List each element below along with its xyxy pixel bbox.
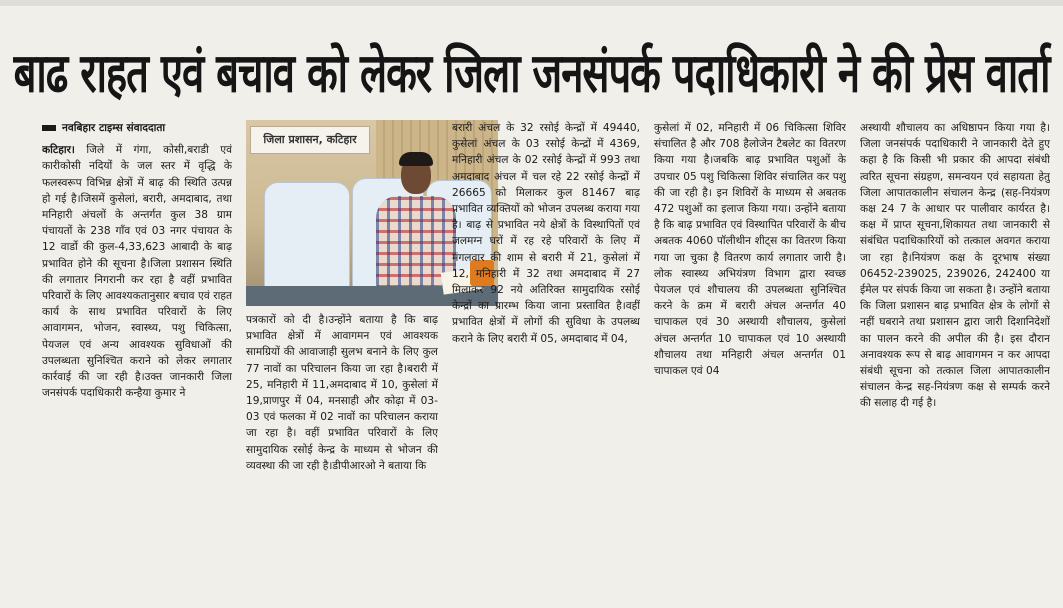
column-4-body: कुसेलां में 02, मनिहारी में 06 चिकित्सा शिविर संचालित है और 708 हैलोजेन टैबलेट का वितरण किया गया है।जबकि बाढ़ प्रभावित पशुओं के उपचार 05 पशु चिकित्सा शिविर संचालित कर पशु की जा रही है। इन शिविरों के माध्यम से अबतक 472 पशुओं का इलाज किया गया। उन्होंने बताया है कि बाढ़ प्रभावित एवं विस्थापित परिवारों के बीच अबतक 4060 पॉलीथीन शीट्स का वितरण किया गया जा चुका है वितरण कार्य लगातार जारी है। लोक स्वास्थ्य अभियंत्रण विभाग द्वारा स्वच्छ पेयजल एवं शौचालय की उपलब्धता सुनिश्चित करने के क्रम में बरारी अंचल अन्तर्गत 40 चापाकल एवं 30 अस्थायी शौचालय, कुसेलां अंचल अन्तर्गत 10 चापाकल एवं 10 अस्थायी शौचालय तथा मनिहारी अंचल अन्तर्गत 01 चापाकल एवं 04 [654, 122, 846, 378]
photo-person-hair [399, 152, 433, 166]
column-3-body: बरारी अंचल के 32 रसोई केन्द्रों में 49440, कुसेलां अंचल के 03 रसोई केन्द्रों में 4369, मनिहारी अंचल के 02 रसोई केन्द्रों में 993 तथा अमदाबाद अंचल में चल रहे 22 रसोई केन्द्रों में 26665 को मिलाकर कुल 81467 बाढ़ प्रभावित व्यक्तियों को भोजन उपलब्ध कराया गया है। बाढ़ से प्रभावित नये क्षेत्रों के विस्थापितों एवं जलमग्न घरों में रह रहे परिवारों के लिए में मंगलवार की शाम से बरारी में 21, कुसेलां में 12, मनिहारी में 32 तथा अमदाबाद में 27 मिलाकर 92 नये अतिरिक्त सामुदायिक रसोई केन्द्रों का प्रारम्भ किया जाना प्रस्तावित है।वहीं प्रभावित क्षेत्रों में लोगों की सुविधा के उपलब्ध कराने के लिए बरारी में 05, अमदाबाद में 04, [452, 122, 640, 345]
column-1-body: जिले में गंगा, कोसी,बराडी एवं कारीकोसी नदियों के जल स्तर में वृद्धि के फलस्वरूप विभिन्न क्षेत्रों में बाढ़ की स्थिति उत्पन्न हो गई है।जिसमें कुसेलां, बरारी, अमदाबाद, तथा मनिहारी अंचलों के अन्तर्गत कुल 38 ग्राम पंचायतों के 238 गाँव एवं 03 नगर पंचायत के 12 वार्डो की कुल-4,33,623 आबादी के बाढ़ प्रभावित होने की सूचना है।जिला प्रशासन स्थिति की लगातार निगरानी कर रहा है वहीं प्रभावित परिवारों के लिए आवश्यकतानुसार बचाव एवं राहत कार्य के साथ प्रभावित परिवारों के लिए आवागमन, भोजन, स्वास्थ्य, पशु चिकित्सा, पेयजल एवं अन्य आवश्यक सुविधाओं की उपलब्धता सुनिश्चित कराने को लेकर लगातार कार्रवाई की जा रही है।उक्त जानकारी जिला जनसंपर्क पदाधिकारी कन्हैया कुमार ने [42, 144, 232, 400]
column-5-body: अस्थायी शौचालय का अधिष्ठापन किया गया है।जिला जनसंपर्क पदाधिकारी ने जानकारी देते हुए कहा है कि किसी भी प्रकार की आपदा संबंधी त्वरित सूचना संग्रहण, समन्वयन एवं सहायता हेतु जिला आपातकालीन संचालन केन्द्र (सह-नियंत्रण कक्ष 24 7 के आधार पर पालीवार कार्यरत है। कक्ष में प्राप्त सूचना,शिकायत तथा जानकारी से संबंधित पदाधिकारियों को तत्काल अवगत कराया जा रहा है।नियंत्रण कक्ष के दूरभाष संख्या 06452-239025, 239026, 242400 या ईमेल पर संपर्क किया जा सकता है। उन्होंने बताया कि जिला प्रशासन बाढ़ प्रभावित क्षेत्र के लोगों से नहीं घबराने तथा प्रशासन द्वारा जारी दिशानिदेशों का पालन करने की अपील की है। इस दौरान अनावश्यक रूप से बाढ़ आवागमन न कर आपदा संबंधी सूचना को तत्काल जिला आपातकालीन संचालन केन्द्र सह-नियंत्रण कक्ष से सम्पर्क करने की सलाह दी गई है। [860, 122, 1050, 410]
column-2-body: पत्रकारों को दी है।उन्होंने बताया है कि बाढ़ प्रभावित क्षेत्रों में आवागमन एवं आवश्यक सामग्रियों की आवाजाही सुलभ बनाने के लिए कुल 77 नावों का परिचालन किया जा रहा है।बरारी में 25, मनिहारी में 11,अमदाबाद में 10, कुसेलां में 19,प्राणपुर में 04, मनसाही और कोढ़ा में 03-03 एवं फलका में 02 नावों का परिचालन कराया जा रहा है। वहीं प्रभावित परिवारों के लिए सामुदायिक रसोई केन्द्र के माध्यम से भोजन की व्यवस्था की जा रही है।डीपीआरओ ने बताया कि [246, 314, 438, 472]
top-edge-rule [0, 0, 1063, 6]
column-4 [654, 120, 846, 606]
dateline: कटिहार। [42, 144, 75, 157]
photo-sign: जिला प्रशासन, कटिहार [250, 126, 370, 154]
column-2 [246, 312, 438, 606]
byline: नवबिहार टाइम्स संवाददाता [42, 120, 232, 136]
photo-chair [264, 182, 350, 302]
column-3 [452, 120, 640, 606]
column-5 [860, 120, 1050, 606]
column-1-text [42, 142, 232, 401]
column-1 [42, 120, 232, 606]
headline: बाढ राहत एवं बचाव को लेकर जिला जनसंपर्क पदाधिकारी ने की प्रेस वार्ता [13, 42, 1050, 105]
